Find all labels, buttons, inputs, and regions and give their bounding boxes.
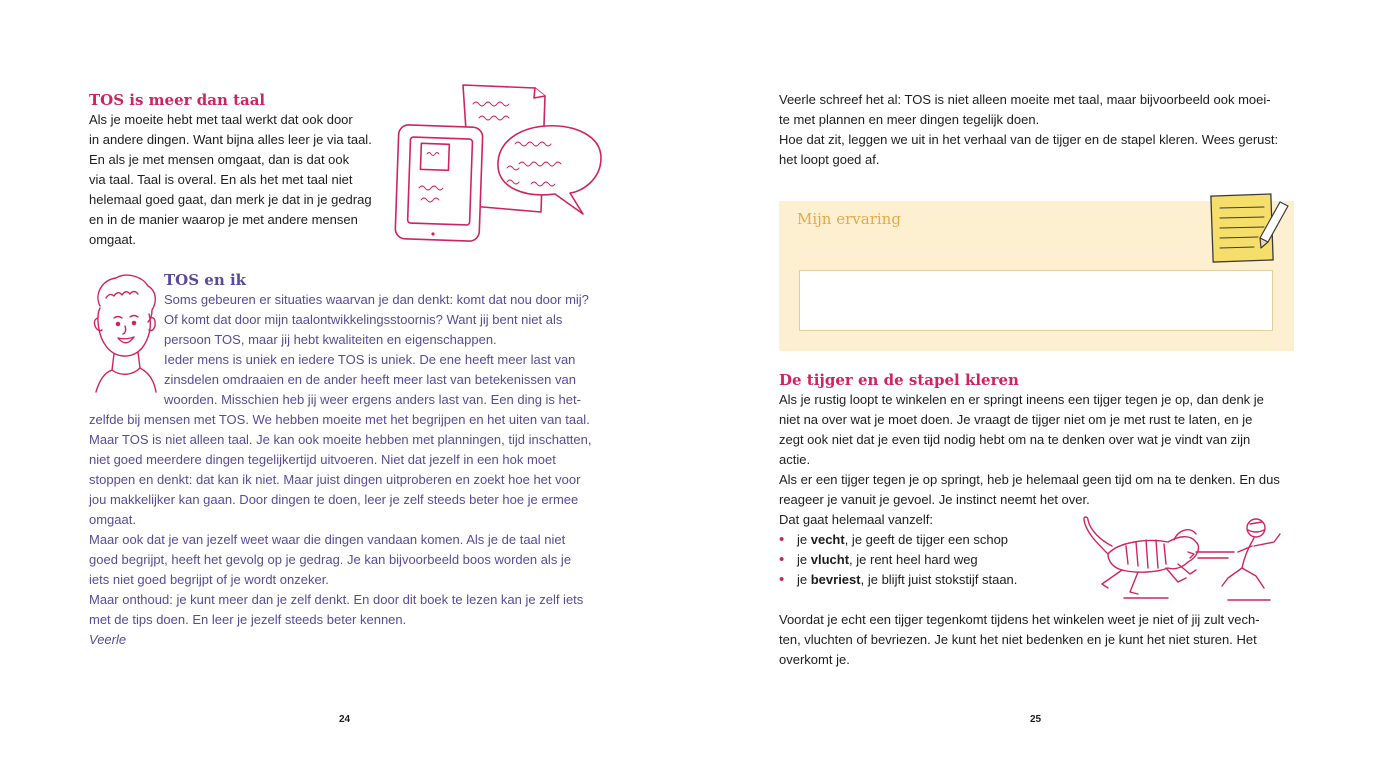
heading-tijger: De tijger en de stapel kleren xyxy=(779,371,1019,389)
text-line: niet goed meerdere dingen tegelijkertijd uitvoeren. Niet dat jezelf in een hok moet xyxy=(89,452,556,467)
text-line: Als je rustig loopt te winkelen en er springt ineens een tijger tegen je op, dan denk je xyxy=(779,392,1264,407)
text-line: Hoe dat zit, leggen we uit in het verhaal van de tijger en de stapel kleren. Wees gerust: xyxy=(779,132,1279,147)
text-line: En als je met mensen omgaat, dan is dat ook xyxy=(89,152,350,167)
tablet-and-speech-bubbles-illustration xyxy=(395,82,605,244)
text-line: zegt ook niet dat je even tijd nodig hebt om na te denken over wat je vindt van zijn xyxy=(779,432,1251,447)
text-line: Voordat je echt een tijger tegenkomt tijdens het winkelen weet je niet of jij zult vech- xyxy=(779,612,1260,627)
text-line: Maar ook dat je van jezelf weet waar die dingen vandaan komen. Als je de taal niet xyxy=(89,532,566,547)
text-line: Maar TOS is niet alleen taal. Je kan ook moeite hebben met planningen, tijd inschatten, xyxy=(89,432,592,447)
text-line: Soms gebeuren er situaties waarvan je dan denkt: komt dat nou door mij? xyxy=(164,292,589,307)
reaction-list xyxy=(779,530,1069,590)
notepad-pencil-icon xyxy=(1208,192,1290,264)
page-number-left: 24 xyxy=(339,714,351,725)
text-line: Maar onthoud: je kunt meer dan je zelf denkt. En door dit boek te lezen kan je zelf iets xyxy=(89,592,584,607)
heading-tos-en-ik: TOS en ik xyxy=(164,271,247,289)
text-line: omgaat. xyxy=(89,512,136,527)
page-number-right: 25 xyxy=(1030,714,1042,725)
text-line: persoon TOS, maar jij hebt kwaliteiten en eigenschappen. xyxy=(164,332,497,347)
text-line: zelfde bij mensen met TOS. We hebben moeite met het begrijpen en het uiten van taal. xyxy=(89,412,590,427)
text-line: niet na over wat je moet doen. Je vraagt de tijger niet om je met rust te laten, en je xyxy=(779,412,1253,427)
list-item: • je vlucht, je rent heel hard weg xyxy=(779,550,1069,570)
text-line: te met plannen en meer dingen tegelijk doen. xyxy=(779,112,1040,127)
text-line: het loopt goed af. xyxy=(779,152,880,167)
text-line: ten, vluchten of bevriezen. Je kunt het niet bedenken en je kunt het niet sturen. Het xyxy=(779,632,1257,647)
text-line: iets niet goed begrijpt of je wordt onzeker. xyxy=(89,572,329,587)
right-intro-paragraph xyxy=(779,90,1294,170)
story-paragraph-indented xyxy=(164,290,603,410)
text-line: Ieder mens is uniek en iedere TOS is uniek. De ene heeft meer last van xyxy=(164,352,576,367)
story-paragraph-full xyxy=(89,410,603,650)
tiger-chasing-person-illustration xyxy=(1078,512,1296,604)
text-line: in andere dingen. Want bijna alles leer je via taal. xyxy=(89,132,372,147)
text-line: stoppen en denkt: dat kan ik niet. Maar juist dingen uitproberen en zoekt hoe het voor xyxy=(89,472,581,487)
intro-paragraph xyxy=(89,110,380,250)
experience-box-title: Mijn ervaring xyxy=(797,210,901,228)
text-line: woorden. Misschien heb jij weer ergens anders last van. Een ding is het- xyxy=(164,392,581,407)
curly-haired-face-illustration xyxy=(92,274,160,396)
text-line: goed begrijpt, heeft het gevolg op je gedrag. Je kan bijvoorbeeld boos worden als je xyxy=(89,552,572,567)
text-line: zinsdelen omdraaien en de ander heeft meer last van betekenissen van xyxy=(164,372,576,387)
text-line: Als er een tijger tegen je op springt, heb je helemaal geen tijd om na te denken. En dus xyxy=(779,472,1280,487)
text-line: reageer je vanuit je gevoel. Je instinct neemt het over. xyxy=(779,492,1090,507)
text-line: omgaat. xyxy=(89,232,136,247)
closing-paragraph xyxy=(779,610,1294,670)
text-line: actie. xyxy=(779,452,811,467)
text-line: Als je moeite hebt met taal werkt dat ook door xyxy=(89,112,353,127)
list-item: • je bevriest, je blijft juist stokstijf staan. xyxy=(779,570,1069,590)
heading-tos-meer-dan-taal: TOS is meer dan taal xyxy=(89,91,266,109)
signature: Veerle xyxy=(89,632,127,647)
text-line: helemaal goed gaat, dan merk je dat in je gedrag xyxy=(89,192,372,207)
experience-write-field[interactable] xyxy=(799,270,1273,331)
text-line: jou makkelijker kan gaan. Door dingen te doen, leer je zelf steeds beter hoe je ermee xyxy=(89,492,579,507)
text-line: overkomt je. xyxy=(779,652,850,667)
text-line: en in de manier waarop je met andere mensen xyxy=(89,212,358,227)
text-line: Of komt dat door mijn taalontwikkelingsstoornis? Want jij bent niet als xyxy=(164,312,563,327)
list-intro: Dat gaat helemaal vanzelf: xyxy=(779,512,933,527)
text-line: met de tips doen. En leer je jezelf steeds beter kennen. xyxy=(89,612,407,627)
text-line: Veerle schreef het al: TOS is niet alleen moeite met taal, maar bijvoorbeeld ook moei- xyxy=(779,92,1271,107)
text-line: via taal. Taal is overal. En als het met taal niet xyxy=(89,172,353,187)
tijger-paragraphs xyxy=(779,390,1294,530)
list-item: • je vecht, je geeft de tijger een schop xyxy=(779,530,1069,550)
